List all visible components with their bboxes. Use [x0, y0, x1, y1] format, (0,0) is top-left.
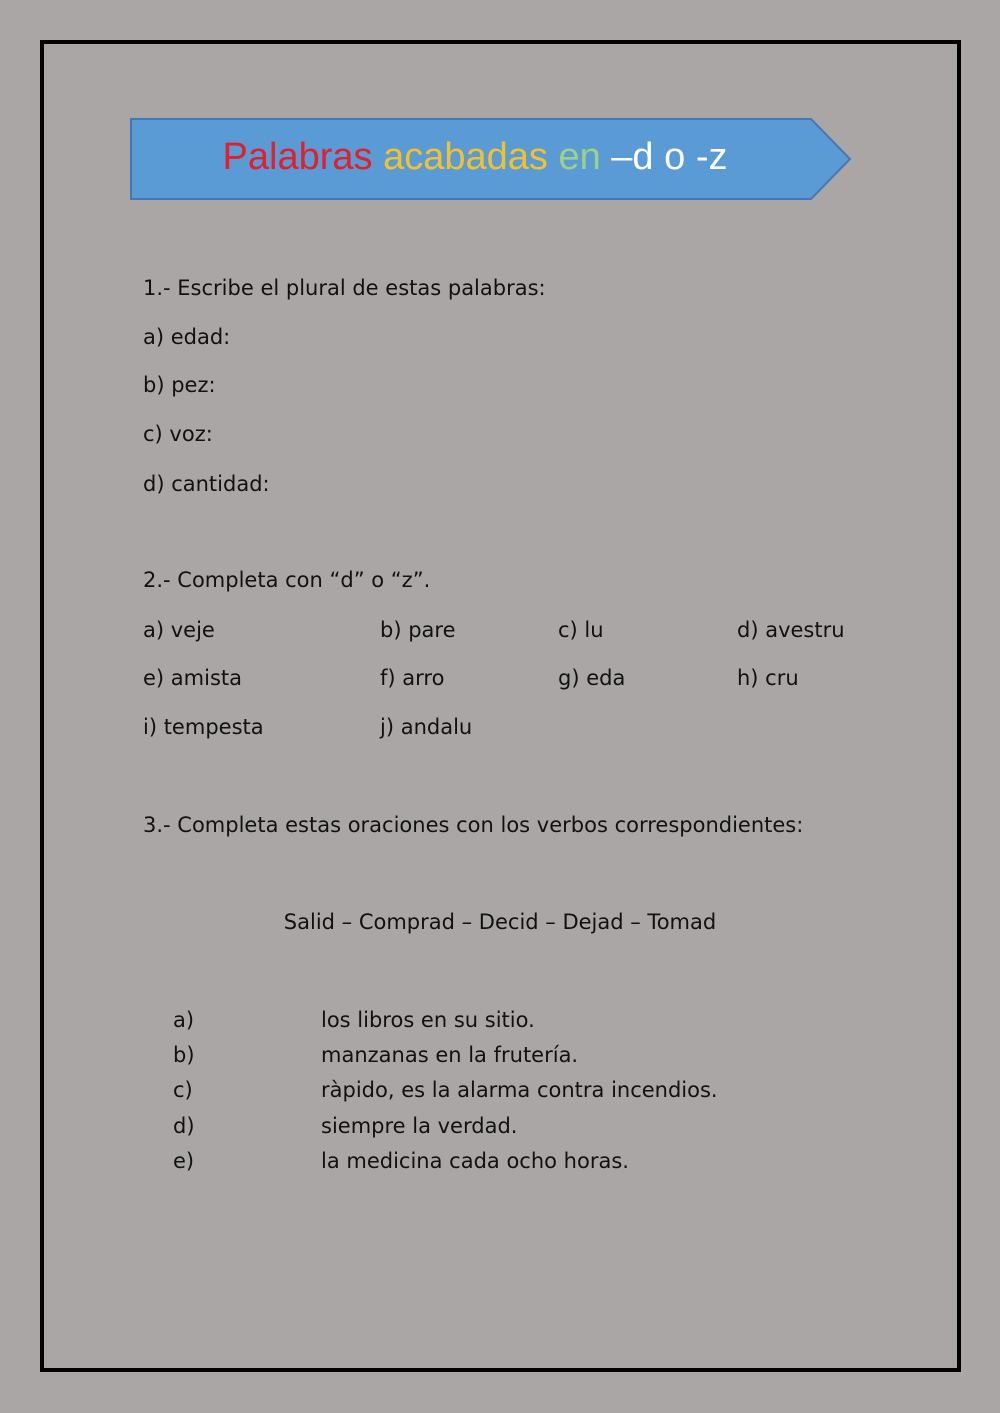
verb-list: Salid – Comprad – Decid – Dejad – Tomad [283, 910, 717, 934]
page-title [130, 118, 820, 200]
title-word-d-o-z: –d o -z [611, 136, 728, 178]
exercise-1-item-c: c) voz: [143, 422, 213, 446]
sentence-text-d: siempre la verdad. [321, 1114, 518, 1138]
exercise-2-item-e: e) amista [143, 666, 242, 690]
exercise-1-item-b: b) pez: [143, 373, 216, 397]
exercise-2-item-b: b) pare [380, 618, 456, 642]
exercise-2-item-d: d) avestru [737, 618, 845, 642]
sentence-text-a: los libros en su sitio. [321, 1008, 535, 1032]
exercise-2-item-c: c) lu [558, 618, 604, 642]
title-word-acabadas: acabadas [383, 136, 548, 178]
sentence-text-c: ràpido, es la alarma contra incendios. [321, 1078, 718, 1102]
sentence-letter-c: c) [173, 1078, 193, 1102]
exercise-2-title: 2.- Completa con “d” o “z”. [143, 568, 431, 592]
exercise-2-item-a: a) veje [143, 618, 215, 642]
exercise-3-title: 3.- Completa estas oraciones con los verbos correspondientes: [143, 813, 804, 837]
sentence-text-e: la medicina cada ocho horas. [321, 1149, 629, 1173]
exercise-1-item-d: d) cantidad: [143, 472, 270, 496]
title-word-en: en [558, 136, 601, 178]
sentence-letter-b: b) [173, 1043, 195, 1067]
exercise-2-item-f: f) arro [380, 666, 445, 690]
exercise-1-item-a: a) edad: [143, 325, 231, 349]
sentence-text-b: manzanas en la frutería. [321, 1043, 579, 1067]
title-word-palabras: Palabras [222, 136, 373, 178]
exercise-2-item-g: g) eda [558, 666, 626, 690]
exercise-1-title: 1.- Escribe el plural de estas palabras: [143, 276, 546, 300]
exercise-2-item-j: j) andalu [380, 715, 473, 739]
sentence-letter-a: a) [173, 1008, 195, 1032]
title-banner [130, 118, 852, 200]
exercise-2-item-h: h) cru [737, 666, 799, 690]
exercise-2-item-i: i) tempesta [143, 715, 264, 739]
sentence-letter-e: e) [173, 1149, 195, 1173]
sentence-letter-d: d) [173, 1114, 195, 1138]
